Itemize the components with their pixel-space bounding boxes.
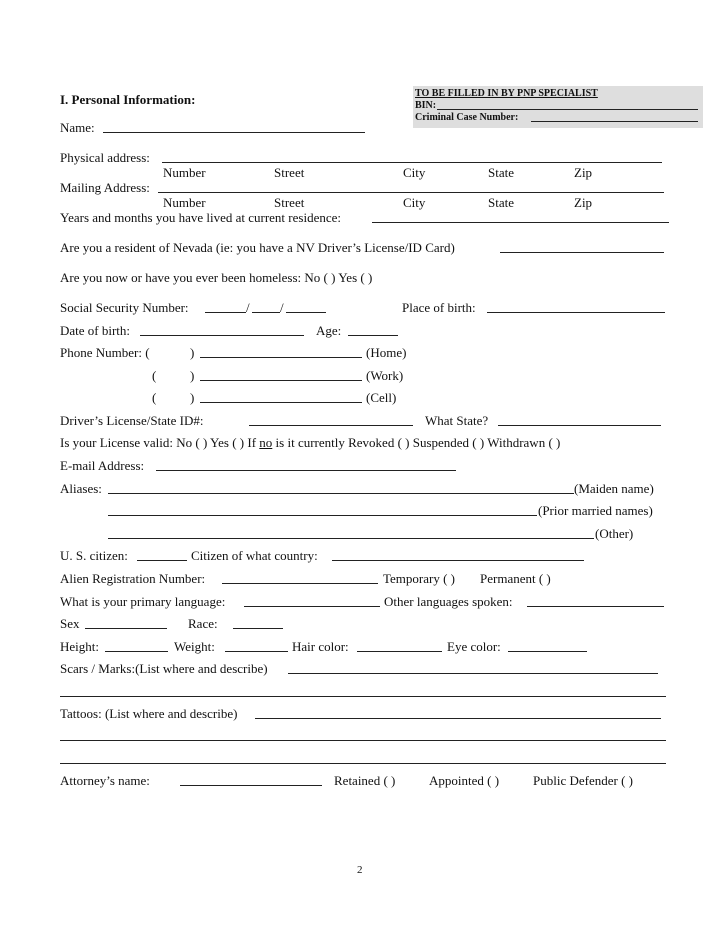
scars-field-2[interactable]	[60, 696, 666, 697]
ssn-part1-field[interactable]	[205, 312, 246, 313]
ssn-separator-2: /	[280, 300, 284, 315]
prior-married-label: (Prior married names)	[538, 503, 653, 518]
homeless-question[interactable]: Are you now or have you ever been homeless: No ( ) Yes ( )	[60, 270, 373, 285]
what-state-label: What State?	[425, 413, 489, 428]
phone-cell-label: (Cell)	[366, 390, 397, 405]
years-residence-field[interactable]	[372, 222, 669, 223]
tattoos-field-3[interactable]	[60, 763, 666, 764]
pnp-box-header: TO BE FILLED IN BY PNP SPECIALIST	[415, 88, 598, 99]
race-label: Race:	[188, 616, 218, 631]
name-field[interactable]	[103, 132, 365, 133]
ssn-separator-1: /	[246, 300, 250, 315]
citizen-country-field[interactable]	[332, 560, 584, 561]
us-citizen-field[interactable]	[137, 560, 187, 561]
other-alias-label: (Other)	[595, 526, 634, 541]
eye-color-field[interactable]	[508, 651, 587, 652]
tattoos-label: Tattoos: (List where and describe)	[60, 706, 238, 721]
name-label: Name:	[60, 120, 95, 135]
criminal-case-label: Criminal Case Number:	[415, 112, 519, 123]
license-valid-text-a: Is your License valid: No ( ) Yes ( ) If	[60, 435, 260, 450]
scars-field-1[interactable]	[288, 673, 658, 674]
bin-label: BIN:	[415, 100, 437, 111]
ssn-part2-field[interactable]	[252, 312, 280, 313]
weight-label: Weight:	[174, 639, 215, 654]
phone-cell-paren-open: (	[152, 390, 157, 405]
place-of-birth-label: Place of birth:	[402, 300, 476, 315]
ssn-part3-field[interactable]	[286, 312, 326, 313]
primary-language-label: What is your primary language:	[60, 594, 226, 609]
sex-label: Sex	[60, 616, 80, 631]
ssn-label: Social Security Number:	[60, 300, 189, 315]
addr-street-label: Street	[274, 165, 305, 180]
other-alias-field[interactable]	[108, 538, 594, 539]
dob-field[interactable]	[140, 335, 304, 336]
addr-state-label: State	[488, 165, 514, 180]
eye-color-label: Eye color:	[447, 639, 501, 654]
temporary-option[interactable]: Temporary ( )	[383, 571, 456, 586]
attorney-name-field[interactable]	[180, 785, 322, 786]
tattoos-field-2[interactable]	[60, 740, 666, 741]
us-citizen-label: U. S. citizen:	[60, 548, 128, 563]
dob-label: Date of birth:	[60, 323, 131, 338]
addr-city-label: City	[403, 165, 426, 180]
hair-color-label: Hair color:	[292, 639, 349, 654]
race-field[interactable]	[233, 628, 283, 629]
sex-field[interactable]	[85, 628, 167, 629]
license-valid-text-b: is it currently Revoked ( ) Suspended ( ) Withdrawn ( )	[272, 435, 561, 450]
license-valid-no: no	[259, 435, 273, 450]
attorney-label: Attorney’s name:	[60, 773, 150, 788]
phone-home-field[interactable]	[200, 357, 362, 358]
phone-label: Phone Number: (	[60, 345, 150, 360]
height-field[interactable]	[105, 651, 168, 652]
phone-work-paren-close: )	[190, 368, 195, 383]
email-field[interactable]	[156, 470, 456, 471]
physical-address-field[interactable]	[162, 162, 662, 163]
mail-state-label: State	[488, 195, 514, 210]
years-residence-label: Years and months you have lived at current residence:	[60, 210, 341, 225]
phone-cell-paren-close: )	[190, 390, 195, 405]
mailing-address-label: Mailing Address:	[60, 180, 150, 195]
alien-reg-field[interactable]	[222, 583, 378, 584]
criminal-case-field[interactable]	[531, 121, 698, 122]
page-number: 2	[357, 864, 363, 876]
height-label: Height:	[60, 639, 99, 654]
other-languages-label: Other languages spoken:	[384, 594, 513, 609]
section-title: I. Personal Information:	[60, 92, 196, 107]
pnp-specialist-box	[413, 86, 703, 128]
place-of-birth-field[interactable]	[487, 312, 665, 313]
license-valid-question[interactable]	[60, 435, 560, 451]
tattoos-field-1[interactable]	[255, 718, 661, 719]
scars-label: Scars / Marks:(List where and describe)	[60, 661, 268, 676]
appointed-option[interactable]: Appointed ( )	[429, 773, 500, 788]
age-label: Age:	[316, 323, 342, 338]
maiden-name-field[interactable]	[108, 493, 574, 494]
addr-number-label: Number	[163, 165, 206, 180]
maiden-name-label: (Maiden name)	[574, 481, 654, 496]
drivers-license-label: Driver’s License/State ID#:	[60, 413, 204, 428]
aliases-label: Aliases:	[60, 481, 102, 496]
alien-reg-label: Alien Registration Number:	[60, 571, 206, 586]
mail-zip-label: Zip	[574, 195, 593, 210]
phone-cell-field[interactable]	[200, 402, 362, 403]
addr-zip-label: Zip	[574, 165, 593, 180]
mailing-address-field[interactable]	[158, 192, 664, 193]
prior-married-field[interactable]	[108, 515, 537, 516]
physical-address-label: Physical address:	[60, 150, 150, 165]
mail-street-label: Street	[274, 195, 305, 210]
weight-field[interactable]	[225, 651, 288, 652]
primary-language-field[interactable]	[244, 606, 380, 607]
nevada-resident-label: Are you a resident of Nevada (ie: you have a NV Driver’s License/ID Card)	[60, 240, 455, 255]
phone-home-label: (Home)	[366, 345, 407, 360]
permanent-option[interactable]: Permanent ( )	[480, 571, 551, 586]
retained-option[interactable]: Retained ( )	[334, 773, 396, 788]
what-state-field[interactable]	[498, 425, 661, 426]
mail-city-label: City	[403, 195, 426, 210]
mail-number-label: Number	[163, 195, 206, 210]
drivers-license-field[interactable]	[249, 425, 413, 426]
phone-work-label: (Work)	[366, 368, 404, 383]
phone-work-field[interactable]	[200, 380, 362, 381]
citizen-country-label: Citizen of what country:	[191, 548, 318, 563]
email-label: E-mail Address:	[60, 458, 145, 473]
other-languages-field[interactable]	[527, 606, 664, 607]
public-defender-option[interactable]: Public Defender ( )	[533, 773, 633, 788]
phone-work-paren-open: (	[152, 368, 157, 383]
age-field[interactable]	[348, 335, 398, 336]
phone-home-paren: )	[190, 345, 195, 360]
hair-color-field[interactable]	[357, 651, 442, 652]
nevada-resident-field[interactable]	[500, 252, 664, 253]
